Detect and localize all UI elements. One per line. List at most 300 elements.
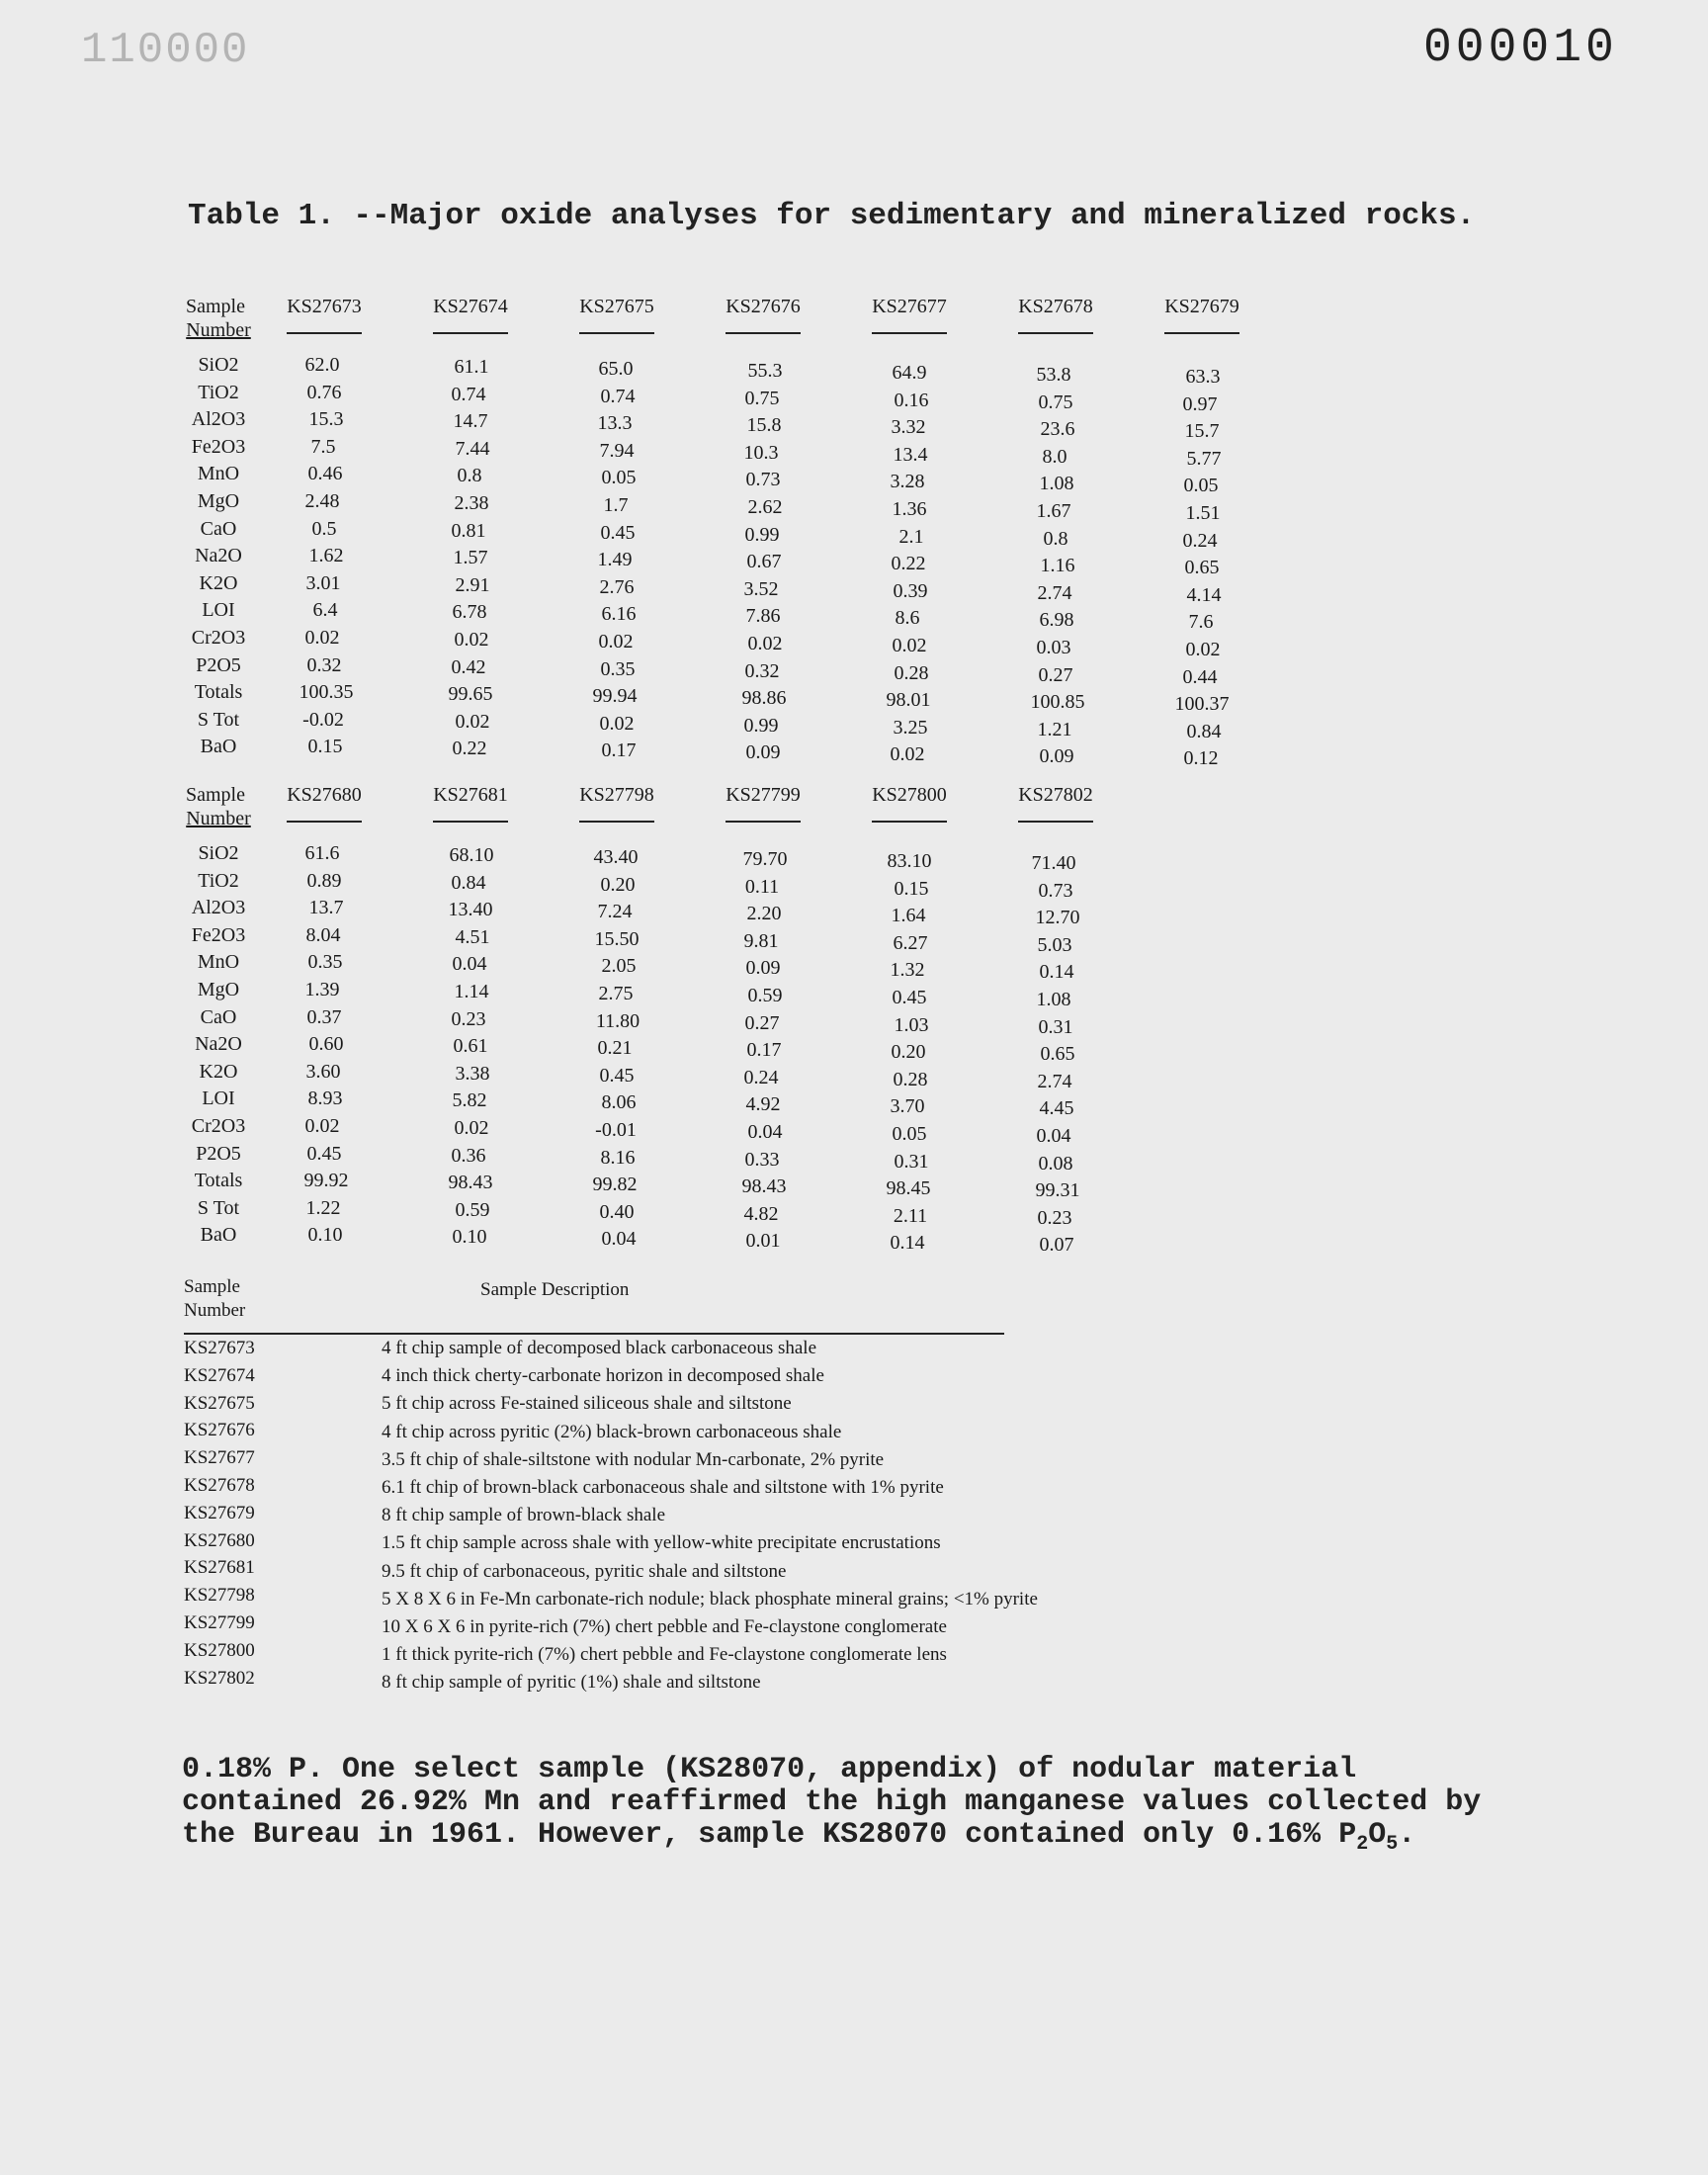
table-cell: 3.60 xyxy=(305,1060,341,1083)
table-cell: 8.93 xyxy=(307,1088,343,1110)
sample-id-header xyxy=(251,783,397,840)
table-row xyxy=(186,352,1275,380)
description-text: 1.5 ft chip sample across shale with yellow-white precipitate encrustations xyxy=(382,1532,941,1554)
sample-id: KS27675 xyxy=(579,295,654,334)
oxide-label: Al2O3 xyxy=(191,408,246,431)
oxide-label: Al2O3 xyxy=(191,897,246,919)
description-row xyxy=(184,1417,1004,1444)
table-cell: 0.17 xyxy=(746,1039,782,1062)
oxide-table-2 xyxy=(186,783,1129,1257)
table-cell: 0.5 xyxy=(311,517,337,540)
oxide-label: S Tot xyxy=(197,1196,240,1219)
table-cell: 0.01 xyxy=(745,1230,781,1253)
table-cell: 6.16 xyxy=(601,603,637,626)
description-row xyxy=(184,1582,1038,1610)
table-cell: 0.32 xyxy=(744,659,780,682)
table-cell: 0.22 xyxy=(452,738,487,760)
table-cell: -0.02 xyxy=(302,708,344,731)
table-cell: 1.22 xyxy=(305,1196,341,1219)
table-cell: 100.37 xyxy=(1174,693,1230,716)
sample-number-header xyxy=(186,295,251,352)
table-cell: 98.43 xyxy=(448,1172,493,1194)
table-cell: 0.12 xyxy=(1183,747,1219,770)
table-cell: 4.14 xyxy=(1186,583,1222,606)
table-cell: 0.08 xyxy=(1038,1152,1073,1174)
description-header-line2: Number xyxy=(184,1300,246,1321)
sample-description-table xyxy=(184,1275,1038,1694)
table-cell: 0.45 xyxy=(306,1142,342,1165)
description-sample-id: KS27678 xyxy=(184,1474,255,1496)
table-cell: 98.43 xyxy=(741,1175,787,1198)
table-cell: 0.23 xyxy=(451,1007,486,1030)
table-cell: 2.48 xyxy=(304,489,340,512)
table-cell: 0.17 xyxy=(601,740,637,762)
description-sample-id: KS27680 xyxy=(184,1529,255,1551)
table-cell: 5.77 xyxy=(1186,447,1222,470)
table-cell: 3.01 xyxy=(305,571,341,594)
table-cell: 0.24 xyxy=(1182,529,1218,552)
table-cell: 2.74 xyxy=(1037,581,1072,604)
description-sample-id: KS27798 xyxy=(184,1585,255,1607)
table-cell: 99.65 xyxy=(448,683,493,706)
table-cell: 3.70 xyxy=(890,1095,925,1118)
table-cell: 0.32 xyxy=(306,653,342,676)
sample-id: KS27680 xyxy=(287,783,362,823)
table-cell: 0.05 xyxy=(601,467,637,489)
table-cell: 71.40 xyxy=(1031,852,1076,874)
description-text: 5 X 8 X 6 in Fe-Mn carbonate-rich nodule; black phosphate mineral grains; <1% pyrite xyxy=(382,1588,1038,1610)
table-cell: 0.74 xyxy=(451,383,486,405)
table-cell: 0.37 xyxy=(306,1005,342,1028)
sample-id: KS27676 xyxy=(726,295,801,334)
oxide-label: P2O5 xyxy=(196,653,241,676)
oxide-label: Cr2O3 xyxy=(191,626,246,649)
description-row xyxy=(184,1362,1004,1390)
table-cell: 0.45 xyxy=(600,521,636,544)
table-cell: 68.10 xyxy=(449,844,494,866)
table-cell: 1.16 xyxy=(1040,555,1075,577)
table-cell: 0.02 xyxy=(455,710,490,733)
table-cell: 0.03 xyxy=(1036,636,1071,658)
table-cell: 99.82 xyxy=(592,1174,638,1196)
table-cell: 15.50 xyxy=(594,927,640,950)
paragraph-subscript-2: 5 xyxy=(1386,1833,1399,1856)
description-sample-id: KS27676 xyxy=(184,1420,255,1441)
table-cell: 98.45 xyxy=(886,1177,931,1200)
sample-id: KS27798 xyxy=(579,783,654,823)
body-paragraph xyxy=(182,1754,1506,1861)
table-cell: 0.02 xyxy=(304,626,340,649)
table-cell: 0.14 xyxy=(1039,961,1074,984)
table-cell: 79.70 xyxy=(742,848,788,870)
table-cell: 13.3 xyxy=(597,412,633,435)
table-cell: 0.97 xyxy=(1182,392,1218,415)
table-cell: 8.06 xyxy=(601,1091,637,1114)
table-cell: 53.8 xyxy=(1036,364,1071,386)
table-cell: 0.59 xyxy=(747,984,783,1006)
oxide-table-1 xyxy=(186,295,1275,770)
table-cell: 0.07 xyxy=(1039,1234,1074,1257)
oxide-label: Fe2O3 xyxy=(191,435,246,458)
table-cell: 1.64 xyxy=(891,905,926,927)
table-cell: 0.31 xyxy=(1038,1015,1073,1038)
description-header-text: Sample Description xyxy=(480,1279,630,1300)
oxide-label: BaO xyxy=(200,1224,237,1247)
page-number: 000010 xyxy=(1423,22,1618,75)
description-row xyxy=(184,1610,1004,1637)
table-cell: 0.65 xyxy=(1184,557,1220,579)
table-cell: 0.67 xyxy=(746,551,782,573)
page-number-faded: 110000 xyxy=(81,26,250,75)
table-cell: 63.3 xyxy=(1185,366,1221,388)
description-text: 8 ft chip sample of brown-black shale xyxy=(382,1505,666,1526)
description-sample-id: KS27799 xyxy=(184,1611,255,1633)
table-cell: 0.10 xyxy=(452,1226,487,1249)
table-cell: 1.67 xyxy=(1036,499,1071,522)
description-row xyxy=(184,1637,1004,1665)
paragraph-subscript-1: 2 xyxy=(1356,1833,1369,1856)
table-cell: 2.11 xyxy=(893,1204,928,1227)
table-cell: 0.73 xyxy=(745,469,781,491)
table-cell: 0.02 xyxy=(1185,638,1221,660)
table-cell: 0.15 xyxy=(894,877,929,900)
table-cell: 0.23 xyxy=(1037,1206,1072,1229)
table-cell: 6.4 xyxy=(312,599,338,622)
description-text: 9.5 ft chip of carbonaceous, pyritic shale and siltstone xyxy=(382,1560,787,1582)
oxide-label: Totals xyxy=(194,681,243,704)
table-cell: 23.6 xyxy=(1040,418,1075,441)
sample-number-header xyxy=(186,783,251,840)
oxide-label: Na2O xyxy=(195,1033,242,1056)
table-cell: 0.09 xyxy=(745,957,781,980)
table-cell: 0.22 xyxy=(891,553,926,575)
description-row xyxy=(184,1472,1004,1500)
table-cell: 0.99 xyxy=(743,714,779,737)
table-cell: 61.1 xyxy=(454,356,489,378)
table-cell: 6.78 xyxy=(452,601,487,624)
table-cell: 1.14 xyxy=(454,980,489,1002)
paragraph-text-mid: O xyxy=(1368,1818,1387,1852)
table-cell: 4.82 xyxy=(743,1202,779,1225)
table-cell: 0.09 xyxy=(1039,745,1074,768)
table-cell: 0.84 xyxy=(451,871,486,894)
table-cell: 0.20 xyxy=(891,1041,926,1064)
table-cell: 5.82 xyxy=(452,1089,487,1112)
table-cell: 0.74 xyxy=(600,385,636,407)
table-cell: 7.6 xyxy=(1188,611,1214,634)
table-cell: 0.75 xyxy=(744,387,780,409)
table-cell: 3.38 xyxy=(455,1062,490,1085)
description-sample-id: KS27681 xyxy=(184,1557,255,1579)
table-cell: 99.92 xyxy=(303,1170,349,1192)
table-cell: 1.03 xyxy=(894,1013,929,1036)
table-cell: 15.7 xyxy=(1184,420,1220,443)
table-cell: 0.35 xyxy=(307,951,343,974)
table-cell: 15.8 xyxy=(746,414,782,437)
table-cell: 64.9 xyxy=(892,362,927,384)
table-cell: 13.4 xyxy=(893,443,928,466)
table-header-row xyxy=(186,295,1275,352)
description-row xyxy=(184,1665,1004,1693)
table-cell: 14.7 xyxy=(453,410,488,433)
table-cell: 1.21 xyxy=(1037,718,1072,740)
table-cell: 0.02 xyxy=(892,634,927,656)
sample-id: KS27673 xyxy=(287,295,362,334)
table-cell: 0.14 xyxy=(890,1232,925,1255)
oxide-label: P2O5 xyxy=(196,1142,241,1165)
table-cell: 3.28 xyxy=(890,471,925,493)
table-cell: 0.59 xyxy=(455,1198,490,1221)
table-cell: 1.36 xyxy=(892,497,927,520)
table-cell: 100.35 xyxy=(299,681,354,704)
table-row xyxy=(186,840,1129,868)
table-cell: 0.44 xyxy=(1182,665,1218,688)
table-cell: 61.6 xyxy=(304,842,340,864)
table-cell: 0.89 xyxy=(306,869,342,892)
description-text: 4 ft chip across pyritic (2%) black-brown carbonaceous shale xyxy=(382,1421,842,1442)
description-text: 3.5 ft chip of shale-siltstone with nodular Mn-carbonate, 2% pyrite xyxy=(382,1448,885,1470)
description-text: 4 ft chip sample of decomposed black carbonaceous shale xyxy=(382,1338,817,1358)
table-cell: 0.27 xyxy=(1038,663,1073,686)
description-header xyxy=(184,1275,1004,1335)
description-sample-id: KS27674 xyxy=(184,1364,255,1386)
sample-id: KS27681 xyxy=(433,783,508,823)
paragraph-text: 0.18% P. One select sample (KS28070, appendix) of nodular material contained 26.92% Mn and reaffirmed the high manganese values collected by the Bureau in 1961. However, sample KS28070 contained only 0.16% P xyxy=(182,1753,1482,1852)
table-cell: 0.84 xyxy=(1186,720,1222,742)
sample-id: KS27679 xyxy=(1164,295,1239,334)
oxide-label: MgO xyxy=(197,978,240,1000)
description-sample-id: KS27675 xyxy=(184,1392,255,1414)
table-cell: 0.24 xyxy=(743,1066,779,1088)
table-cell: 0.73 xyxy=(1038,879,1073,902)
table-cell: -0.01 xyxy=(595,1118,637,1141)
oxide-label: TiO2 xyxy=(198,381,239,403)
oxide-label: Totals xyxy=(194,1170,243,1192)
table-cell: 13.40 xyxy=(448,899,493,921)
table-cell: 2.74 xyxy=(1037,1070,1072,1092)
table-cell: 0.02 xyxy=(599,712,635,735)
sample-id-header xyxy=(982,783,1129,840)
header-number-label: Number xyxy=(186,808,251,829)
table-cell: 2.75 xyxy=(598,982,634,1004)
table-cell: 8.04 xyxy=(305,923,341,946)
sample-id-header xyxy=(251,295,397,352)
table-cell: 8.6 xyxy=(895,607,920,630)
table-cell: 0.81 xyxy=(451,519,486,542)
table-cell: 0.28 xyxy=(894,661,929,684)
sample-id-header xyxy=(397,783,544,840)
oxide-label: LOI xyxy=(202,1088,235,1110)
table-cell: 0.10 xyxy=(307,1224,343,1247)
oxide-label: Na2O xyxy=(195,545,242,567)
table-cell: 0.46 xyxy=(307,463,343,485)
table-cell: 7.5 xyxy=(310,435,336,458)
table-cell: 0.33 xyxy=(744,1148,780,1171)
header-sample-label: Sample xyxy=(186,784,245,806)
description-row xyxy=(184,1335,1004,1362)
table-cell: 0.04 xyxy=(452,953,487,976)
sample-id-header xyxy=(397,295,544,352)
oxide-label: SiO2 xyxy=(198,354,239,376)
table-cell: 0.04 xyxy=(747,1120,783,1143)
oxide-label: Fe2O3 xyxy=(191,923,246,946)
table-cell: 0.39 xyxy=(893,579,928,602)
table-cell: 0.02 xyxy=(454,628,489,651)
table-cell: 0.28 xyxy=(893,1068,928,1090)
description-text: 6.1 ft chip of brown-black carbonaceous shale and siltstone with 1% pyrite xyxy=(382,1476,944,1498)
table-cell: 0.02 xyxy=(598,630,634,652)
table-cell: 99.94 xyxy=(592,685,638,708)
oxide-label: CaO xyxy=(200,517,237,540)
description-header-line1: Sample xyxy=(184,1276,240,1297)
table-cell: 2.05 xyxy=(601,955,637,978)
table-cell: 83.10 xyxy=(887,850,932,872)
description-row xyxy=(184,1390,1004,1418)
table-cell: 100.85 xyxy=(1030,691,1085,714)
table-cell: 7.44 xyxy=(455,437,490,460)
oxide-label: S Tot xyxy=(197,708,240,731)
table-cell: 65.0 xyxy=(598,358,634,380)
table-cell: 10.3 xyxy=(743,441,779,464)
table-cell: 3.25 xyxy=(893,716,928,739)
table-cell: 0.8 xyxy=(457,465,482,487)
table-cell: 3.52 xyxy=(743,577,779,600)
table-title: Table 1. --Major oxide analyses for sedimentary and mineralized rocks. xyxy=(188,199,1476,233)
table-cell: 0.42 xyxy=(451,655,486,678)
header-number-label: Number xyxy=(186,319,251,341)
table-cell: 3.32 xyxy=(891,416,926,439)
table-cell: 98.01 xyxy=(886,689,931,712)
description-rows xyxy=(184,1335,1038,1694)
oxide-label: K2O xyxy=(199,571,238,594)
sample-id-header xyxy=(836,295,982,352)
sample-id: KS27677 xyxy=(872,295,947,334)
paragraph-text-end: . xyxy=(1398,1818,1416,1852)
table-cell: 15.3 xyxy=(308,408,344,431)
table-cell: 5.03 xyxy=(1037,933,1072,956)
table-cell: 1.62 xyxy=(308,545,344,567)
table-cell: 0.02 xyxy=(454,1116,489,1139)
table-cell: 98.86 xyxy=(741,687,787,710)
table-cell: 4.45 xyxy=(1039,1097,1074,1120)
description-row xyxy=(184,1500,1004,1527)
sample-id-header xyxy=(982,295,1129,352)
table-cell: 0.76 xyxy=(306,381,342,403)
table-cell: 6.27 xyxy=(893,931,928,954)
oxide-label: LOI xyxy=(202,599,235,622)
table-cell: 0.04 xyxy=(1036,1124,1071,1147)
description-text: 10 X 6 X 6 in pyrite-rich (7%) chert pebble and Fe-claystone conglomerate xyxy=(382,1615,947,1637)
table-cell: 0.04 xyxy=(601,1228,637,1251)
oxide-label: BaO xyxy=(200,736,237,758)
table-cell: 1.51 xyxy=(1185,501,1221,524)
table-cell: 0.02 xyxy=(304,1114,340,1137)
table-cell: 1.49 xyxy=(597,549,633,571)
header-sample-label: Sample xyxy=(186,296,245,317)
table-cell: 0.02 xyxy=(747,632,783,654)
sample-id-header xyxy=(1129,295,1275,352)
table-cell: 13.7 xyxy=(308,897,344,919)
oxide-label: TiO2 xyxy=(198,869,239,892)
table-cell: 4.51 xyxy=(455,925,490,948)
sample-id: KS27800 xyxy=(872,783,947,823)
table-cell: 2.38 xyxy=(454,491,489,514)
oxide-label: MnO xyxy=(197,463,240,485)
table-cell: 8.16 xyxy=(600,1146,636,1169)
oxide-label: MgO xyxy=(197,489,240,512)
table-cell: 0.75 xyxy=(1038,391,1073,413)
table-cell: 0.40 xyxy=(599,1200,635,1223)
table-cell: 2.1 xyxy=(898,525,924,548)
sample-id-header xyxy=(836,783,982,840)
table-cell: 0.16 xyxy=(894,389,929,411)
table-cell: 0.21 xyxy=(597,1037,633,1060)
table-cell: 7.86 xyxy=(745,605,781,628)
table-cell: 0.8 xyxy=(1043,527,1068,550)
description-sample-id: KS27679 xyxy=(184,1502,255,1523)
table-cell: 1.08 xyxy=(1039,473,1074,495)
table-header-row xyxy=(186,783,1129,840)
table-cell: 0.27 xyxy=(744,1011,780,1034)
table-cell: 0.60 xyxy=(308,1033,344,1056)
description-row xyxy=(184,1527,1004,1555)
table-cell: 0.02 xyxy=(890,743,925,766)
description-sample-id: KS27800 xyxy=(184,1639,255,1661)
sample-id-header xyxy=(690,295,836,352)
description-text: 5 ft chip across Fe-stained siliceous shale and siltstone xyxy=(382,1393,792,1415)
sample-id: KS27674 xyxy=(433,295,508,334)
sample-id: KS27802 xyxy=(1018,783,1093,823)
table-cell: 0.35 xyxy=(600,657,636,680)
table-cell: 0.36 xyxy=(451,1144,486,1167)
table-cell: 0.05 xyxy=(892,1122,927,1145)
table-cell: 99.31 xyxy=(1035,1179,1080,1202)
table-cell: 43.40 xyxy=(593,846,639,868)
description-text: 8 ft chip sample of pyritic (1%) shale and siltstone xyxy=(382,1672,761,1694)
table-cell: 2.62 xyxy=(747,495,783,518)
table-cell: 0.45 xyxy=(599,1064,635,1087)
table-cell: 0.99 xyxy=(744,523,780,546)
description-row xyxy=(184,1554,1004,1582)
table-cell: 0.05 xyxy=(1183,475,1219,497)
table-cell: 62.0 xyxy=(304,354,340,376)
sample-id-header xyxy=(544,783,690,840)
description-text: 1 ft thick pyrite-rich (7%) chert pebble and Fe-claystone conglomerate lens xyxy=(382,1644,947,1666)
description-sample-id: KS27677 xyxy=(184,1447,255,1469)
oxide-label: K2O xyxy=(199,1060,238,1083)
table-cell: 0.45 xyxy=(892,986,927,1008)
table-cell: 2.76 xyxy=(599,575,635,598)
table-cell: 0.15 xyxy=(307,736,343,758)
sample-id: KS27799 xyxy=(726,783,801,823)
table-cell: 0.11 xyxy=(744,875,780,898)
table-cell: 0.31 xyxy=(894,1150,929,1173)
table-cell: 7.24 xyxy=(597,901,633,923)
sample-id-header xyxy=(690,783,836,840)
table-cell: 7.94 xyxy=(599,439,635,462)
table-cell: 1.32 xyxy=(890,959,925,982)
table-cell: 1.08 xyxy=(1036,988,1071,1010)
table-cell: 0.09 xyxy=(745,741,781,764)
table-cell: 0.20 xyxy=(600,873,636,896)
table-cell: 55.3 xyxy=(747,360,783,382)
table-cell: 1.39 xyxy=(304,978,340,1000)
oxide-label: CaO xyxy=(200,1005,237,1028)
table-cell: 2.20 xyxy=(746,903,782,925)
table-cell: 0.65 xyxy=(1040,1043,1075,1066)
table-cell: 9.81 xyxy=(743,929,779,952)
table-cell: 8.0 xyxy=(1042,445,1068,468)
